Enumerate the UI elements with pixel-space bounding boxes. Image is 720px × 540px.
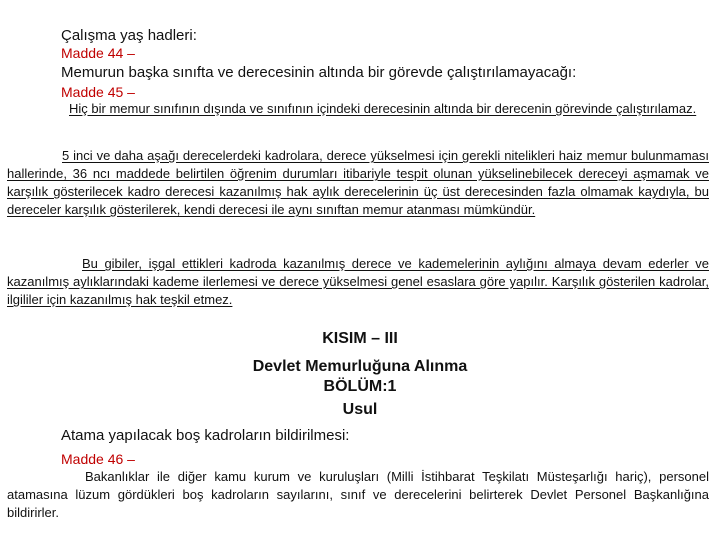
usul-heading: Usul — [342, 401, 378, 418]
madde-44-title: Memurun başka sınıfta ve derecesinin altında bir görevde çalıştırılamayacağı: — [61, 64, 577, 81]
kisim-heading: KISIM – III — [322, 330, 398, 347]
madde-46-label: Madde 46 – — [61, 451, 135, 467]
paragraph-45-2: 5 inci ve daha aşağı derecelerdeki kadrolara, derece yükselmesi için gerekli nitelikleri haiz memur bulunmaması hallerinde, 36 ncı maddede belirtilen öğrenim durumları itibariyle tespit olunan yükselinebilecek dereceyi aşmamak ve karşılık gösterilecek kadro derecesi kazanılmış hak aylık derecelerinin üç üst derecesinden fazla olmamak kaydıyla, bu dereceler karşılık gösterilerek, kendi derecesi ile aynı sınıftan memur atanması mümkündür. — [7, 148, 709, 217]
paragraph-45-3: Bu gibiler, işgal ettikleri kadroda kazanılmış derece ve kademelerinin aylığını almaya devam ederler ve kazanılmış aylıklarındaki kademe ilerlemesi ve derece yükselmesi genel esaslara göre yapılır. Karşılık gösterilen kadrolar, ilgililer için kazanılmış hak teşkil etmez. — [7, 256, 709, 307]
paragraph-46: Bakanlıklar ile diğer kamu kurum ve kuruluşları (Milli İstihbarat Teşkilatı Müsteşarlığı hariç), personel atamasına lüzum gördükleri boş kadroların sayılarını, sınıf ve derecelerini belirterek Devlet Personel Başkanlığına bildirirler. — [7, 469, 709, 520]
madde-45-label: Madde 45 – — [61, 84, 135, 100]
bolum-heading: BÖLÜM:1 — [323, 378, 397, 395]
heading-yas-hadleri: Çalışma yaş hadleri: — [61, 27, 197, 44]
kisim-title: Devlet Memurluğuna Alınma — [252, 358, 468, 375]
paragraph-45-1: Hiç bir memur sınıfının dışında ve sınıfının içindeki derecesinin altında bir derecenin görevinde çalıştırılamaz. — [69, 101, 697, 116]
madde-44-label: Madde 44 – — [61, 45, 135, 61]
heading-bos-kadrolar: Atama yapılacak boş kadroların bildirilmesi: — [61, 427, 350, 444]
